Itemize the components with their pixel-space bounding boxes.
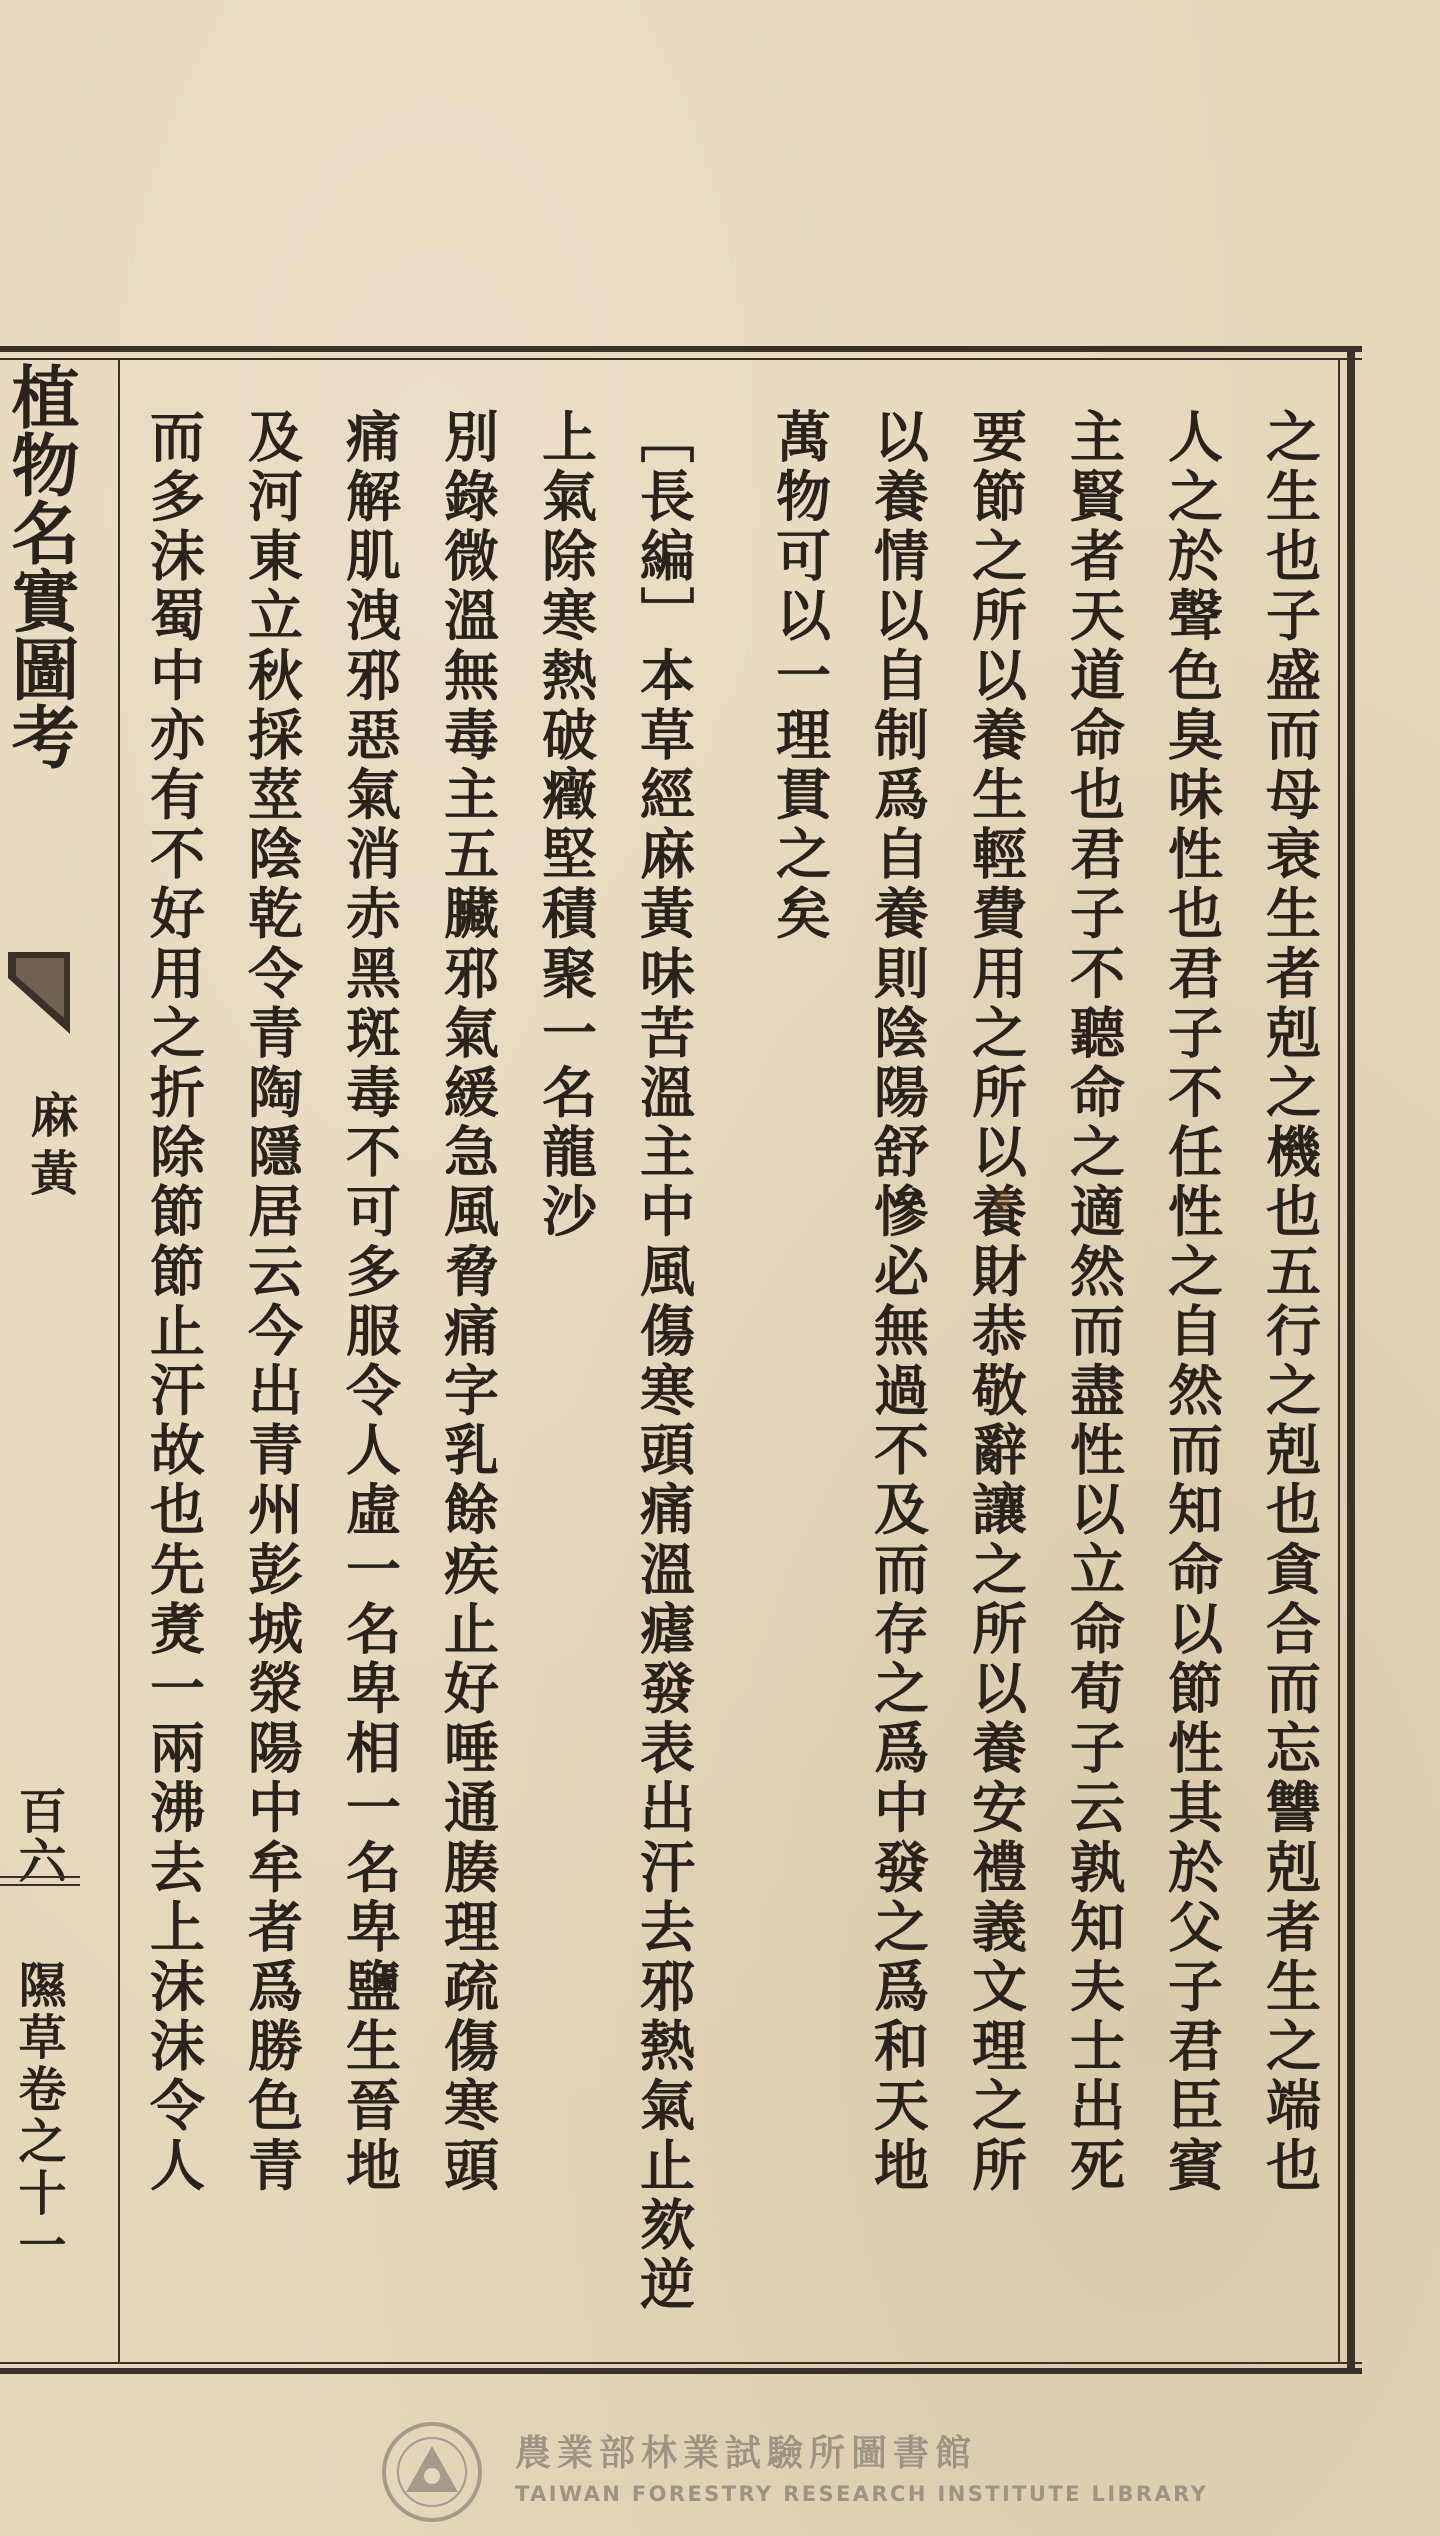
volume-label: 隰草卷之十一 (10, 1960, 66, 2272)
frame-top-rule-thick (0, 346, 1362, 352)
text-column: 要節之所以養生輕費用之所以養財恭敬辭讓之所以養安禮義文理之所 (963, 408, 1028, 2196)
library-seal-icon (380, 2420, 484, 2524)
watermark-name-zh: 農業部林業試驗所圖書館 (515, 2433, 978, 2474)
gutter-border (118, 360, 120, 2363)
frame-bottom-rule-thick (0, 2368, 1362, 2374)
fish-tail-mark-icon (6, 948, 72, 1038)
text-column: 而多沫蜀中亦有不好用之折除節節止汗故也先煑一兩沸去上沫沫令人 (141, 408, 206, 2196)
watermark-name-en: TAIWAN FORESTRY RESEARCH INSTITUTE LIBRARY (515, 2482, 1209, 2506)
frame-bottom-rule-thin (0, 2362, 1362, 2364)
text-column: 上氣除寒熱破癥堅積聚一名龍沙 (533, 408, 598, 1243)
text-column: 以養情以自制爲自養則陰陽舒慘必無過不及而存之爲中發之爲和天地 (865, 408, 930, 2196)
frame-right-border (1347, 352, 1355, 2370)
text-column: 及河東立秋採莖陰乾令青陶隱居云今出青州彭城滎陽中牟者爲勝色青 (239, 408, 304, 2196)
frame-top-rule-thin (0, 358, 1362, 360)
text-column: 萬物可以一理貫之矣 (767, 408, 832, 945)
text-column: ［長編］本草經麻黃味苦溫主中風傷寒頭痛溫瘧發表出汗去邪熱氣止欬逆 (631, 408, 696, 2316)
section-name: 麻黃 (22, 1090, 78, 1206)
text-column: 別錄微溫無毒主五臟邪氣緩急風脅痛字乳餘疾止好唾通腠理疏傷寒頭 (435, 408, 500, 2196)
text-column: 人之於聲色臭味性也君子不任性之自然而知命以節性其於父子君臣賓 (1159, 408, 1224, 2196)
library-watermark (380, 2420, 1209, 2530)
ink-stain (994, 1190, 1010, 1212)
text-column: 痛解肌洩邪惡氣消赤黑斑毒不可多服令人虛一名卑相一名卑鹽生晉地 (337, 408, 402, 2196)
book-title: 植物名實圖考 (0, 362, 80, 770)
text-column: 之生也子盛而母衰生者剋之機也五行之剋也貪合而忘讐剋者生之端也 (1257, 408, 1322, 2196)
margin-separator (0, 1876, 80, 1886)
frame-right-inner-border (1338, 360, 1340, 2363)
text-column: 主賢者天道命也君子不聽命之適然而盡性以立命荀子云孰知夫士出死 (1061, 408, 1126, 2196)
page-number: 百六 (10, 1786, 66, 1886)
